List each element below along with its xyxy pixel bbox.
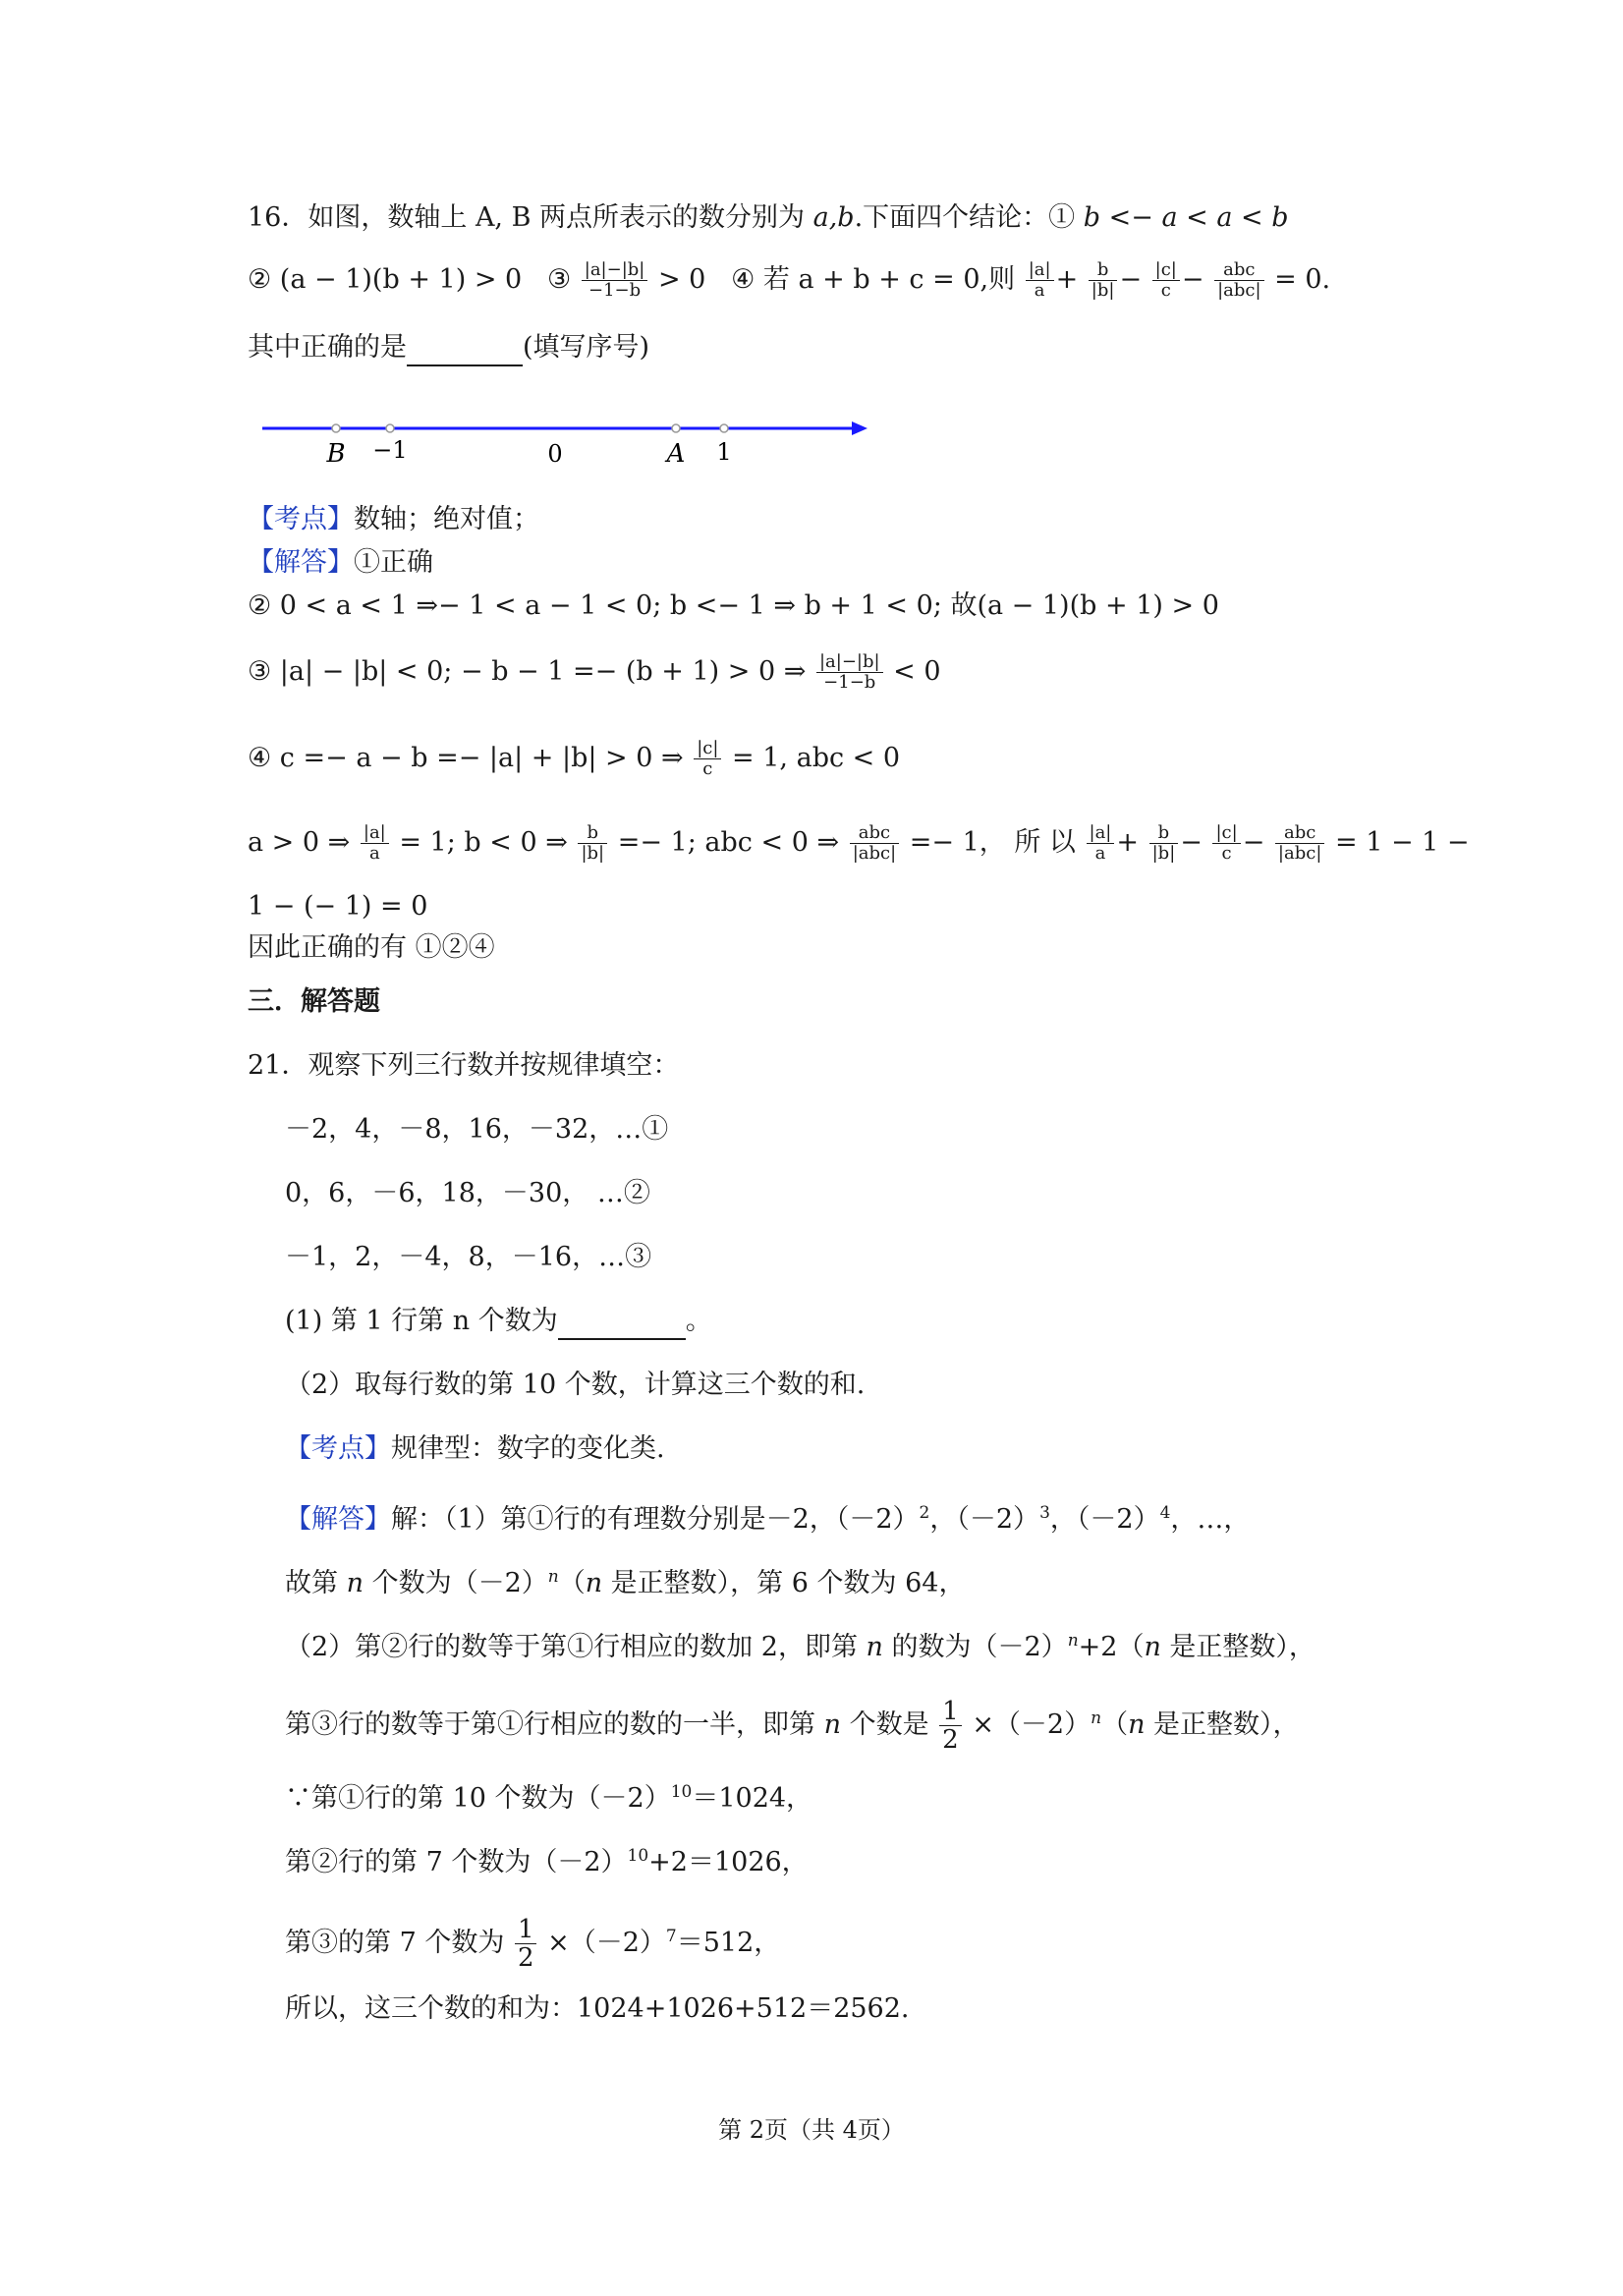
label-A: A: [666, 439, 686, 469]
q16-stem: 16．如图，数轴上 A, B 两点所表示的数分别为 a,b.下面四个结论：① b <− a < a < b: [248, 202, 1289, 233]
q16-conclusion: 因此正确的有 ①②④: [248, 932, 495, 963]
q16-step-6: 1 − (− 1) = 0: [248, 891, 428, 922]
q21-jieda-line-5: ∵第①行的第 10 个数为$(-2)^{10}=1024$，: [285, 1782, 813, 1814]
point-B: [332, 424, 340, 432]
q16-step-2: ② 0 < a < 1 ⇒− 1 < a − 1 < 0; b <− 1 ⇒ b + 1 < 0; 故(a − 1)(b + 1) > 0: [248, 590, 1219, 621]
q16-step-4: ④ c =− a − b =− |a| + |b| > 0 ⇒ $\frac{|c|}{c}$ = 1, abc < 0: [248, 738, 901, 779]
q21-part-1: (1) 第 1 行第 n 个数为 。: [285, 1305, 712, 1340]
point-one: [720, 424, 728, 432]
q16-ask: 其中正确的是 (填写序号): [248, 331, 649, 366]
label-zero: 0: [547, 440, 563, 468]
q16-conclusions-2-4: ② (a − 1)(b + 1) > 0 ③ $\frac{|a|-|b|}{-1-b}$ > 0 ④ 若 a + b + c = 0,则 $\frac{|a|}{a}$ + $\frac{b}{|b|}$ − $\frac{|c|}{c}$ − $\frac{\text{abc}}{\text{|abc|}}$ = 0.: [248, 259, 1331, 301]
q21-jieda-line-7: 第③的第 7 个数为 $\frac{1}{2}$ $\times(-2)^7=512$，: [285, 1915, 781, 1973]
q21-row-2: 0，6，－6，18，－30， …②: [285, 1178, 650, 1208]
q21-jieda-line-4: 第③行的数等于第①行相应的数的一半，即第 n 个数是 $\frac{1}{2}$ $\times(-2)^n(n$ 是正整数），: [285, 1697, 1300, 1755]
answer-blank: [407, 331, 523, 366]
q16-kaodian: 【考点】数轴；绝对值；: [248, 504, 539, 534]
q16-step-5: a > 0 ⇒ $\frac{|a|}{a}$ = 1; b < 0 ⇒ $\frac{b}{|b|}$ =− 1; abc < 0 ⇒ $\frac{\text{abc}}{\text{|abc|}}$ =− 1， 所 以 $\frac{|a|}{a}$ + $\frac{b}{|b|}$ − $\frac{|c|}{c}$ − $\frac{\text{abc}}{\text{|abc|}}$ = 1 − 1 −: [248, 822, 1470, 864]
number-line: [251, 403, 889, 472]
section-heading: 三．解答题: [248, 986, 380, 1017]
q21-part-2: （2）取每行数的第 10 个数，计算这三个数的和.: [285, 1370, 866, 1400]
q16-step-3: ③ |a| − |b| < 0; − b − 1 =− (b + 1) > 0 ⇒ $\frac{|a|-|b|}{-1-b}$ < 0: [248, 651, 941, 693]
label-minus-one: −1: [372, 436, 408, 464]
point-minus-one: [386, 424, 394, 432]
label-one: 1: [716, 438, 732, 466]
number-line-arrow-icon: [852, 421, 867, 435]
point-A: [672, 424, 680, 432]
page-footer: 第 2页（共 4页）: [718, 2116, 905, 2144]
q21-stem: 21．观察下列三行数并按规律填空：: [248, 1050, 680, 1081]
q21-jieda-line-6: 第②行的第 7 个数为$(-2)^{10}+2=1026$，: [285, 1846, 809, 1877]
q16-jieda: 【解答】①正确: [248, 547, 433, 578]
answer-blank: [558, 1305, 686, 1340]
label-B: B: [326, 439, 346, 469]
q21-row-3: －1，2，－4，8，－16，…③: [285, 1242, 652, 1272]
q21-jieda-line-3: （2）第②行的数等于第①行相应的数加 2，即第 n 的数为$(-2)^n+2(n$ 是正整数），: [285, 1631, 1315, 1662]
q21-jieda-line-1: 【解答】解：（1）第①行的有理数分别是－2，$(-2)^2$，$(-2)^3$，$(-2)^4$，…，: [285, 1503, 1251, 1535]
q21-row-1: －2，4，－8，16，－32，…①: [285, 1114, 669, 1145]
q21-kaodian: 【考点】规律型：数字的变化类.: [285, 1433, 665, 1464]
q21-jieda-line-8: 所以，这三个数的和为：1024+1026+512＝2562.: [285, 1993, 910, 2024]
q21-jieda-line-2: 故第 n 个数为$(-2)^n(n$ 是正整数），第 6 个数为 64，: [285, 1567, 966, 1598]
